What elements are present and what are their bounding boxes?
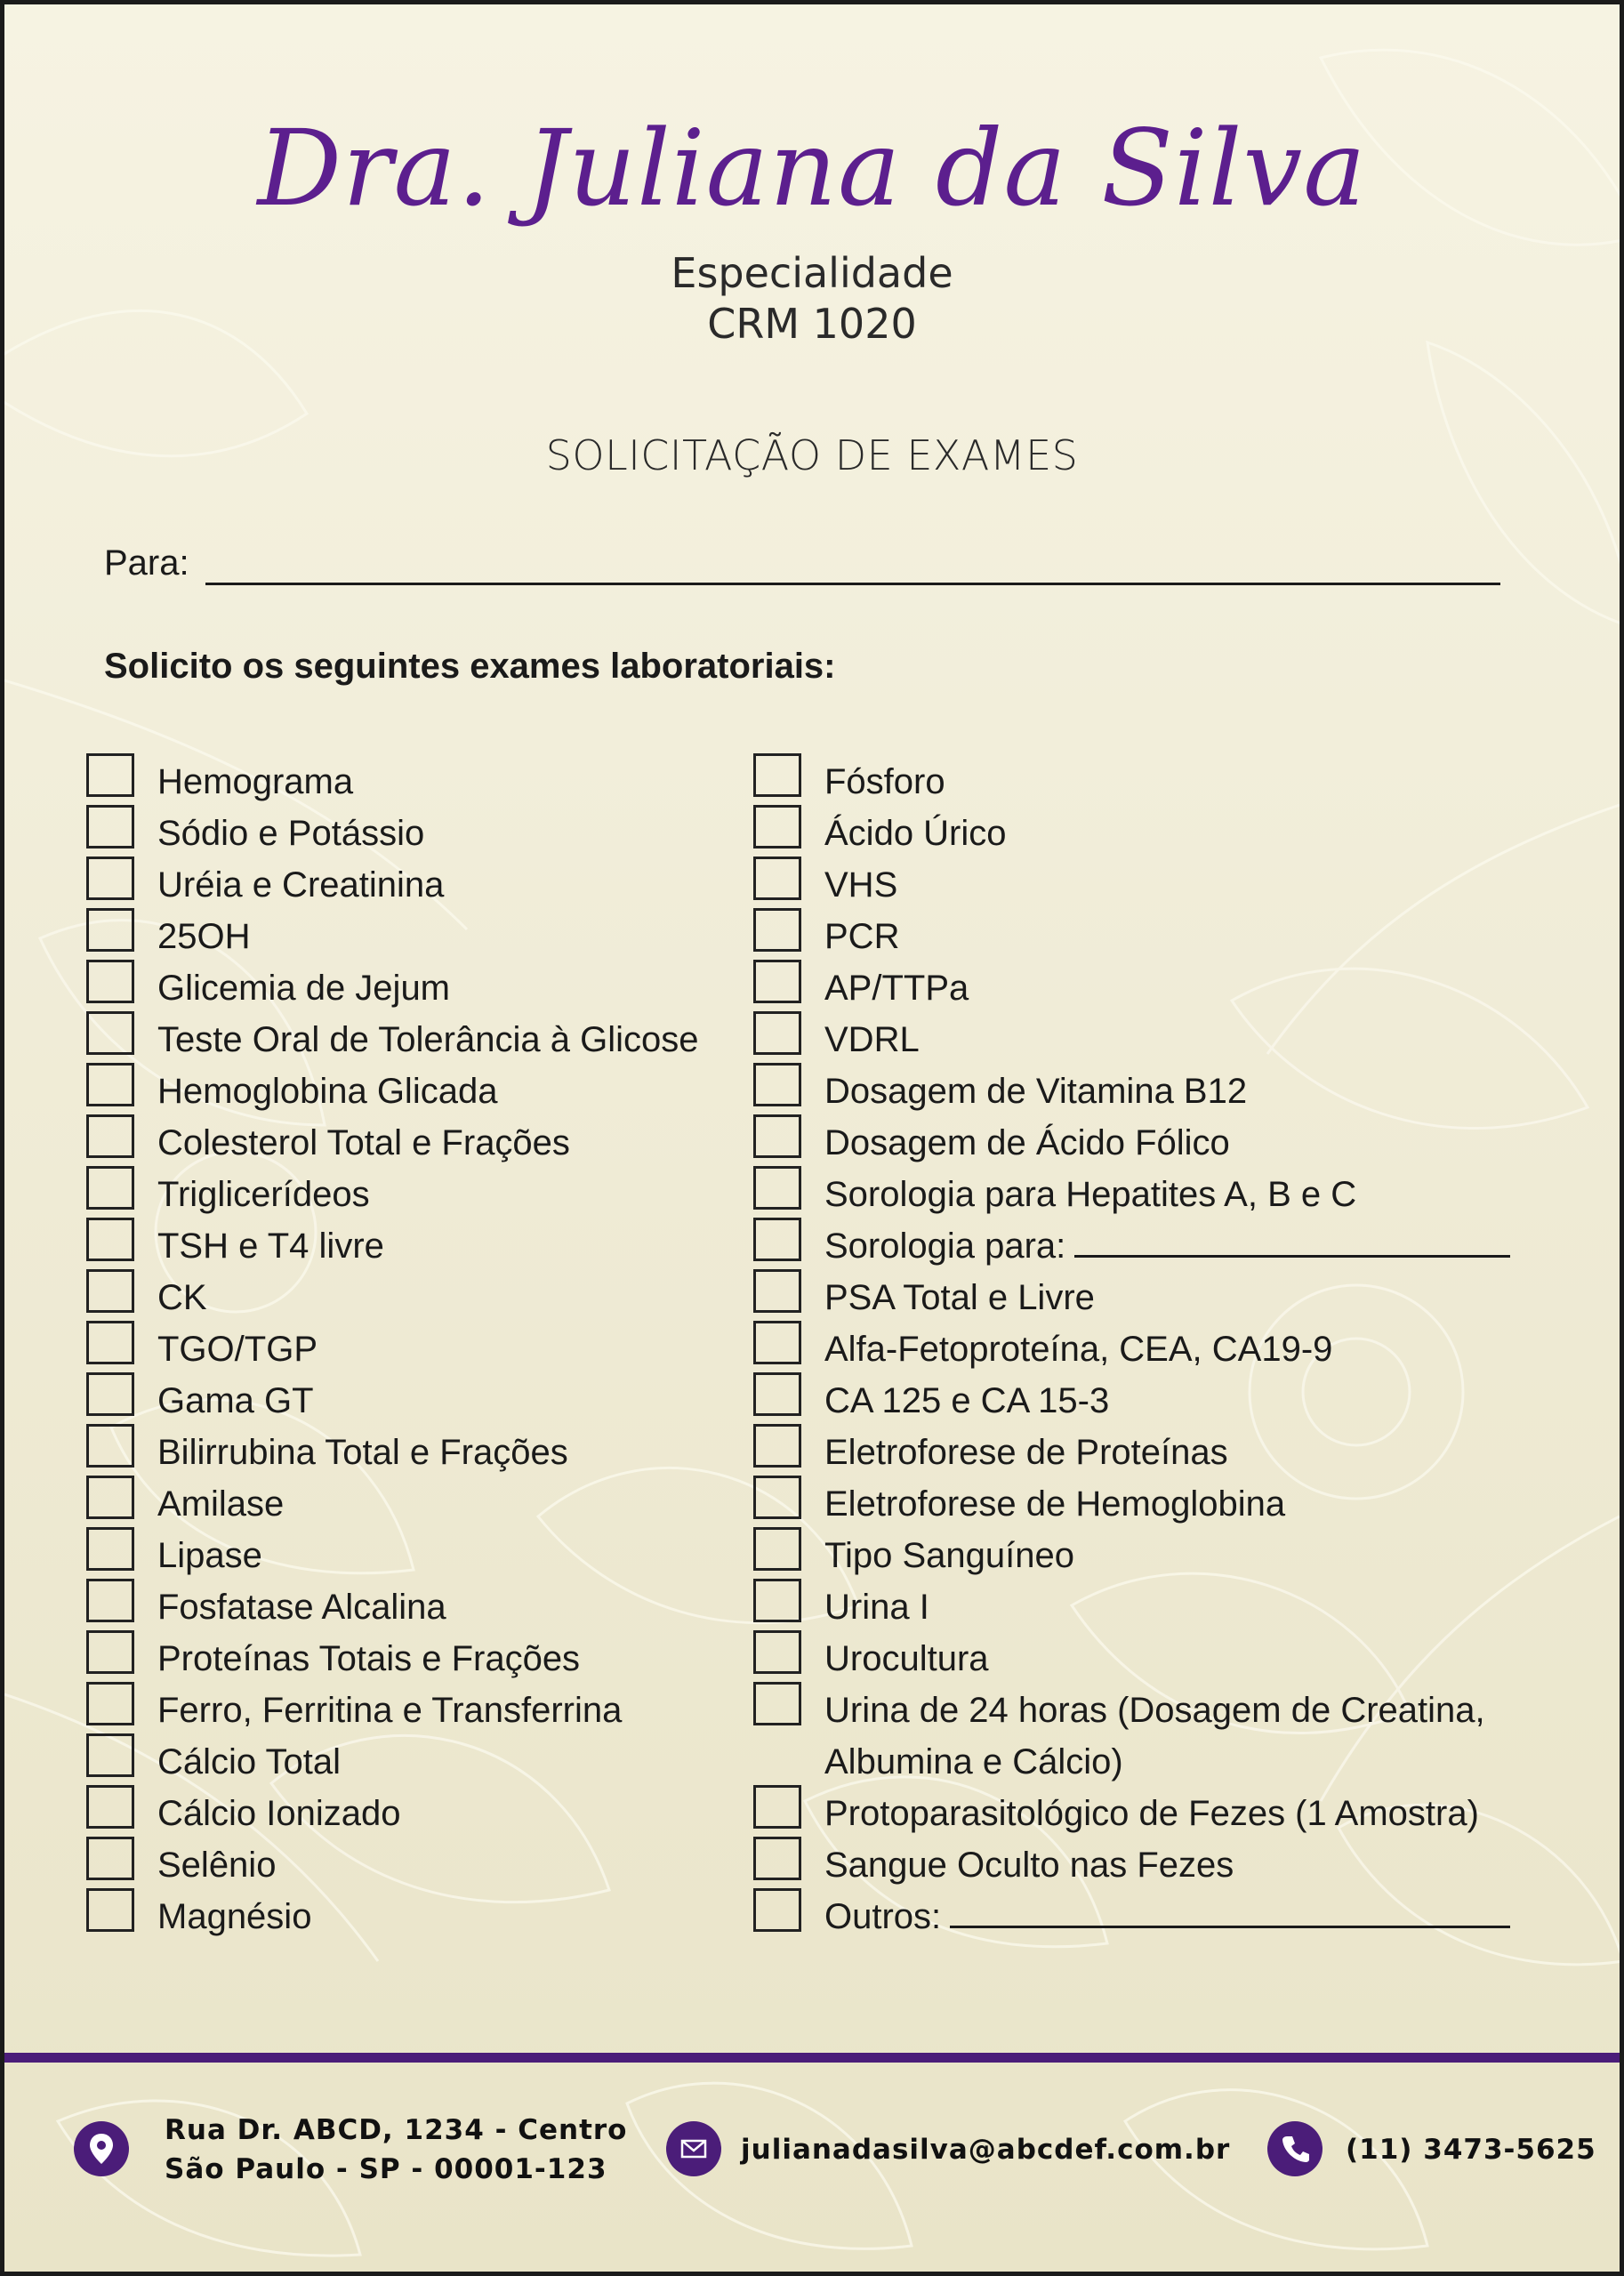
exam-checkbox[interactable] [86,1166,134,1210]
exam-item[interactable] [86,1218,736,1269]
exam-checkbox[interactable] [86,857,134,900]
exam-item[interactable] [86,1630,736,1682]
exam-item[interactable] [753,1269,1554,1321]
exam-checkbox[interactable] [753,1166,801,1210]
exam-item[interactable] [86,1063,736,1114]
exam-item[interactable] [86,1785,736,1837]
exam-item[interactable] [86,1372,736,1424]
exam-checkbox[interactable] [86,1527,134,1571]
exam-checkbox[interactable] [86,1888,134,1932]
exam-label: TSH e T4 livre [157,1226,384,1266]
exam-checkbox[interactable] [86,1218,134,1261]
form-title: SOLICITAÇÃO DE EXAMES [545,431,1079,479]
exam-label: Sorologia para Hepatites A, B e C [824,1175,1357,1214]
exam-checkbox[interactable] [753,1888,801,1932]
exam-label: PSA Total e Livre [824,1278,1095,1317]
exam-checkbox[interactable] [86,1114,134,1158]
exam-item[interactable] [86,1011,736,1063]
exam-checkbox[interactable] [86,1785,134,1829]
exam-item[interactable] [753,1321,1554,1372]
exam-checkbox[interactable] [86,1424,134,1468]
exam-checkbox[interactable] [86,1372,134,1416]
exam-label: Proteínas Totais e Frações [157,1639,581,1678]
exam-label: Gama GT [157,1381,314,1420]
exam-label: Eletroforese de Hemoglobina [824,1484,1286,1524]
exam-item[interactable] [753,1579,1554,1630]
crm-number: CRM 1020 [707,300,917,348]
exam-label: Cálcio Total [157,1742,342,1781]
exam-label: Hemograma [157,762,354,801]
exam-item[interactable] [86,1888,736,1940]
exam-checkbox[interactable] [753,805,801,848]
exam-item[interactable] [753,805,1554,857]
exam-item[interactable] [86,1269,736,1321]
exam-item[interactable] [753,960,1554,1011]
exam-label: Glicemia de Jejum [157,969,451,1008]
exam-checkbox[interactable] [86,1837,134,1880]
exam-label: Dosagem de Vitamina B12 [824,1072,1248,1111]
exam-label: 25OH [157,917,251,956]
exam-label: Selênio [157,1846,277,1885]
exam-label: Dosagem de Ácido Fólico [824,1123,1230,1162]
exam-label: Fosfatase Alcalina [157,1588,446,1627]
exam-label: Amilase [157,1484,285,1524]
sorologia-input-line[interactable] [1074,1221,1510,1258]
exam-checkbox[interactable] [86,1063,134,1106]
exam-item[interactable] [753,1785,1554,1837]
exam-label: VDRL [824,1020,920,1059]
exam-item[interactable] [753,1888,1554,1940]
exam-item[interactable] [753,908,1554,960]
exam-label: CK [157,1278,207,1317]
exam-item[interactable] [86,1476,736,1527]
exam-label: Cálcio Ionizado [157,1794,401,1833]
exam-label: Alfa-Fetoproteína, CEA, CA19-9 [824,1330,1333,1369]
exam-checkbox[interactable] [753,1476,801,1519]
exam-checkbox[interactable] [753,753,801,797]
exam-item[interactable] [753,857,1554,908]
exam-label: Eletroforese de Proteínas [824,1433,1228,1472]
exam-label: VHS [824,865,898,905]
exam-checkbox[interactable] [753,1269,801,1313]
exam-item[interactable] [753,1063,1554,1114]
exam-label: Triglicerídeos [157,1175,370,1214]
exam-checkbox[interactable] [753,1424,801,1468]
exam-label: Tipo Sanguíneo [824,1536,1074,1575]
exam-label-line1: Urina de 24 horas (Dosagem de Creatina, [824,1691,1485,1730]
exam-checkbox[interactable] [86,1321,134,1364]
para-field[interactable] [104,538,1500,591]
exam-item[interactable] [753,1424,1554,1476]
exam-item[interactable] [753,1682,1554,1785]
exam-item[interactable] [753,1837,1554,1888]
exam-label: Hemoglobina Glicada [157,1072,498,1111]
exam-label: Lipase [157,1536,262,1575]
sorologia-para-label: Sorologia para: [824,1226,1066,1266]
exam-checkbox[interactable] [753,1011,801,1055]
exam-checkbox[interactable] [753,1321,801,1364]
exam-item[interactable] [753,1372,1554,1424]
exam-checkbox[interactable] [86,805,134,848]
exam-item[interactable] [753,753,1554,805]
exam-list-right [753,753,1554,1940]
exam-item[interactable] [753,1630,1554,1682]
exam-label: Sódio e Potássio [157,814,425,853]
para-label: Para: [104,543,189,583]
exam-item[interactable] [86,1166,736,1218]
exam-label: Protoparasitológico de Fezes (1 Amostra) [824,1794,1479,1833]
exam-item[interactable] [753,1011,1554,1063]
request-heading: Solicito os seguintes exames laboratoriais: [104,647,836,686]
exam-checkbox[interactable] [86,1630,134,1674]
specialty: Especialidade [671,249,953,297]
exam-item[interactable] [86,1579,736,1630]
exam-label: Teste Oral de Tolerância à Glicose [157,1020,699,1059]
exam-label: AP/TTPa [824,969,969,1008]
exam-checkbox[interactable] [86,908,134,952]
phone-number[interactable]: (11) 3473-5625 [1346,2134,1596,2166]
exam-label: PCR [824,917,900,956]
exam-item[interactable] [86,960,736,1011]
para-input-line[interactable] [205,583,1500,585]
exam-item[interactable] [86,1837,736,1888]
exam-item[interactable] [86,1733,736,1785]
exam-checkbox[interactable] [86,1269,134,1313]
footer-divider [4,2053,1620,2063]
exam-label-with-field [824,1891,1510,1942]
exam-label: Urina I [824,1588,929,1627]
exam-label: CA 125 e CA 15-3 [824,1381,1110,1420]
exam-label: Uréia e Creatinina [157,865,445,905]
exam-item[interactable] [753,1166,1554,1218]
exam-item[interactable] [753,1218,1554,1269]
exam-checkbox[interactable] [753,1837,801,1880]
exam-checkbox[interactable] [86,1011,134,1055]
exam-label-multiline [824,1685,1485,1788]
footer [4,2063,1620,2272]
exam-item[interactable] [86,1424,736,1476]
exam-checkbox[interactable] [753,1372,801,1416]
exam-label-with-field [824,1220,1510,1272]
exam-item[interactable] [86,1527,736,1579]
exam-checkbox[interactable] [753,857,801,900]
exam-checkbox[interactable] [86,960,134,1003]
email-link[interactable]: julianadasilva@abcdef.com.br [741,2134,1231,2166]
exam-item[interactable] [86,1114,736,1166]
exam-label: Colesterol Total e Frações [157,1123,570,1162]
exam-label: Bilirrubina Total e Frações [157,1433,568,1472]
address-line-1: Rua Dr. ABCD, 1234 - Centro [165,2114,628,2146]
exam-label: Ferro, Ferritina e Transferrina [157,1691,623,1730]
exam-item[interactable] [753,1476,1554,1527]
exam-label: Sangue Oculto nas Fezes [824,1846,1234,1885]
outros-input-line[interactable] [950,1892,1510,1928]
exam-item[interactable] [86,908,736,960]
exam-label: Ácido Úrico [824,814,1007,853]
exam-checkbox[interactable] [753,908,801,952]
exam-label: Urocultura [824,1639,989,1678]
exam-checkbox[interactable] [753,1114,801,1158]
exam-checkbox[interactable] [753,1527,801,1571]
exam-checkbox[interactable] [753,1218,801,1261]
exam-item[interactable] [86,857,736,908]
exam-checkbox[interactable] [753,1785,801,1829]
exam-checkbox[interactable] [753,1579,801,1622]
outros-label: Outros: [824,1897,942,1936]
exam-label: TGO/TGP [157,1330,318,1369]
phone-icon [1267,2121,1323,2176]
location-pin-icon [74,2121,129,2176]
exam-checkbox[interactable] [86,1733,134,1777]
exam-item[interactable] [86,1321,736,1372]
exam-checkbox[interactable] [86,753,134,797]
exam-checkbox[interactable] [86,1579,134,1622]
exam-checkbox[interactable] [86,1682,134,1725]
exam-item[interactable] [86,1682,736,1733]
doctor-name: Dra. Juliana da Silva [257,107,1367,229]
exam-label: Fósforo [824,762,945,801]
exam-item[interactable] [753,1527,1554,1579]
exam-list-left [86,753,736,1940]
exam-checkbox[interactable] [753,1630,801,1674]
exam-item[interactable] [86,805,736,857]
address-line-2: São Paulo - SP - 00001-123 [165,2153,607,2185]
envelope-icon [666,2121,721,2176]
exam-checkbox[interactable] [753,1063,801,1106]
exam-label-line2: Albumina e Cálcio) [824,1742,1123,1781]
exam-checkbox[interactable] [753,1682,801,1725]
exam-item[interactable] [86,753,736,805]
exam-label: Magnésio [157,1897,312,1936]
exam-item[interactable] [753,1114,1554,1166]
exam-checkbox[interactable] [86,1476,134,1519]
exam-checkbox[interactable] [753,960,801,1003]
